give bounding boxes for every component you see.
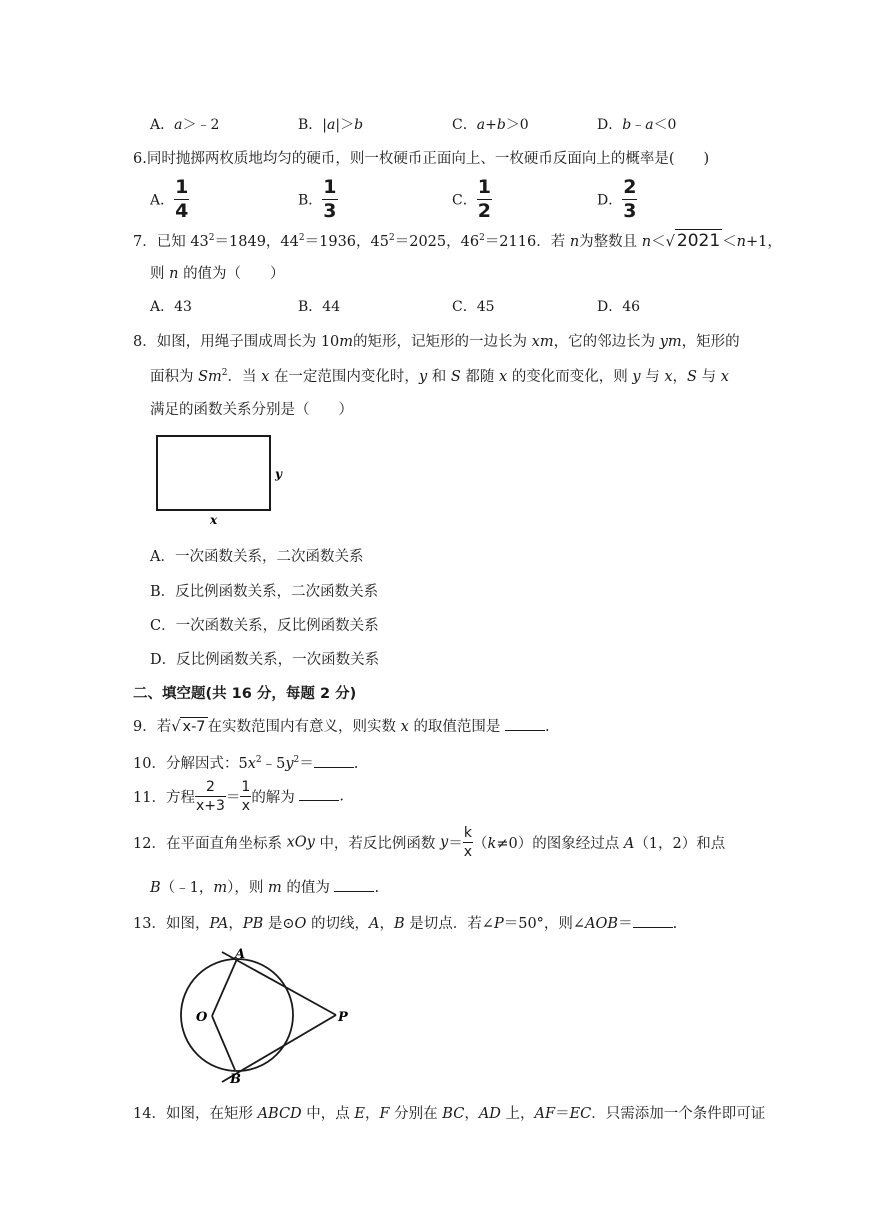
- q5-option-d: D．b﹣a＜0: [597, 117, 677, 133]
- q8-option-d: D．反比例函数关系，一次函数关系: [150, 652, 380, 668]
- q6-option-b: B． $\frac{1}{3}$: [298, 176, 337, 222]
- q12-answer-blank[interactable]: [334, 879, 374, 892]
- q7-option-a: A．43: [150, 299, 192, 315]
- rect-label-x: x: [210, 513, 218, 527]
- rectangle-shape: [157, 436, 270, 510]
- radius-oa: [212, 959, 237, 1016]
- q5-option-b: B．|a|＞b: [298, 117, 364, 133]
- sqrt-2021: √ 2021: [665, 231, 721, 251]
- q6-text: 6.同时抛掷两枚质地均匀的硬币，则一枚硬币正面向上、一枚硬币反面向上的概率是( ): [133, 151, 710, 167]
- q8-rectangle-figure: [150, 432, 290, 528]
- q12-line2: B（﹣1，m），则 m 的值为 .: [150, 880, 380, 896]
- section-2-title: 二、填空题(共 16 分，每题 2 分): [133, 686, 357, 702]
- q7-line2: 则 n 的值为（ ）: [150, 266, 285, 282]
- q8-option-c: C．一次函数关系，反比例函数关系: [150, 618, 379, 634]
- q13-text: 13．如图，PA，PB 是⊙O 的切线，A，B 是切点．若∠P＝50°，则∠AOB＝ .: [133, 916, 678, 932]
- label-p: P: [338, 1010, 348, 1025]
- q10-answer-blank[interactable]: [314, 755, 354, 768]
- q5-option-c: C．a+b＞0: [452, 117, 529, 133]
- q8-line1: 8．如图，用绳子围成周长为 10m的矩形，记矩形的一边长为 xm，它的邻边长为 ym，矩形的: [133, 334, 740, 350]
- q7-option-c: C．45: [452, 299, 495, 315]
- q11-text: 11．方程 $\frac{2}{x+3}$ ＝ $\frac{1}{x}$ 的解为 .: [133, 779, 345, 814]
- label-b: B: [230, 1072, 241, 1086]
- q7-option-d: D．46: [597, 299, 641, 315]
- q9-text: 9．若√ x-7 在实数范围内有意义，则实数 x 的取值范围是 .: [133, 719, 550, 735]
- q6-option-d: D． $\frac{2}{3}$: [597, 176, 637, 222]
- q8-option-b: B．反比例函数关系，二次函数关系: [150, 584, 379, 600]
- label-a: A: [235, 947, 246, 962]
- q13-answer-blank[interactable]: [633, 915, 673, 928]
- q7-option-b: B．44: [298, 299, 341, 315]
- rect-label-y: y: [275, 467, 282, 481]
- q9-answer-blank[interactable]: [505, 718, 545, 731]
- q13-tangent-figure: [150, 944, 360, 1086]
- q6-option-c: C． $\frac{1}{2}$: [452, 176, 491, 222]
- q8-line2: 面积为 Sm$^2$．当 x 在一定范围内变化时，y 和 S 都随 x 的变化而变化，则 y 与 x，S 与 x: [150, 368, 729, 385]
- sqrt-x-7: √ x-7: [171, 719, 206, 735]
- label-o: O: [196, 1010, 208, 1025]
- q11-answer-blank[interactable]: [299, 788, 339, 801]
- q8-line3: 满足的函数关系分别是（ ）: [150, 402, 353, 418]
- q10-text: 10．分解因式：$5x^2﹣5y^2=$ .: [133, 755, 359, 772]
- q12-line1: 12．在平面直角坐标系 xOy 中，若反比例函数 y＝ $\frac{k}{x}$ （k≠0）的图象经过点 A（1，2）和点: [133, 825, 726, 860]
- q7-line1: 7．已知 $43^2=1849$，$44^2=1936$，$45^2=2025$，$46^2=2116$．若 n为整数且 n＜√ 2021 ＜n+1，: [133, 231, 782, 251]
- radius-ob: [212, 1016, 235, 1070]
- q8-option-a: A．一次函数关系，二次函数关系: [150, 549, 364, 565]
- q5-option-a: A．a＞﹣2: [150, 117, 220, 133]
- q14-text: 14．如图，在矩形 ABCD 中，点 E，F 分别在 BC，AD 上，AF＝EC．只需添加一个条件即可证: [133, 1106, 766, 1122]
- q6-option-a: A． $\frac{1}{4}$: [150, 176, 189, 222]
